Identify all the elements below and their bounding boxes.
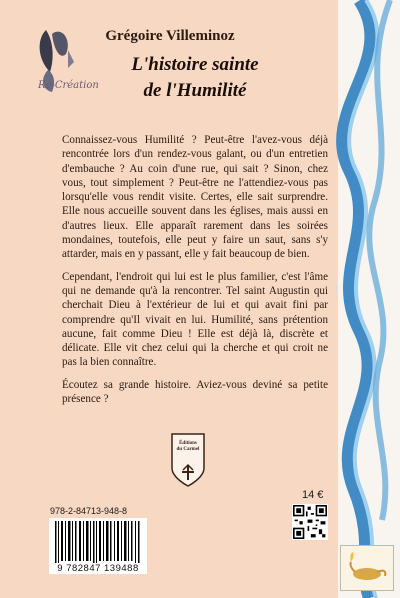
oil-lamp-icon [341,546,393,590]
blurb-paragraph-3: Écoutez sa grande histoire. Aviez-vous deviné sa petite présence ? [62,378,328,406]
qr-code [292,504,328,540]
blurb-paragraph-1: Connaissez-vous Humilité ? Peut-être l'avez-vous déjà rencontrée lors d'un rendez-vous galant, ou d'un entretien d'embauche ? Au coin d'une rue, qui sait ? Sinon, chez vous, tout simplement ? Peut-être ne l'attendiez-vous pas lorsqu'elle vous rendit visite. Certes, elle sait surprendre. Elle nous accueille souvent dans les églises, mais aussi en d'autres lieux. Elle apparaît rarement dans les soirées mondaines, toutefois, elle peut y faire un saut, sans s'y attarder, mais en y passant, elle y fait beaucoup de bien. [62,134,328,261]
barcode-number: 9 782847 139488 [49,563,147,574]
series-logo-text: Ré-Création [38,80,99,91]
publisher-line-2: du Carmel [176,447,200,452]
book-title [70,52,320,104]
oil-lamp-emblem [340,545,394,591]
blurb-text [62,133,328,414]
author-name: Grégoire Villeminoz [105,28,235,44]
publisher-name [170,441,206,453]
blue-ribbon-decoration [320,0,400,598]
isbn-text: 978-2-84713-948-8 [50,506,128,516]
publisher-line-1: Éditions [179,441,197,446]
title-line-2: de l'Humilité [143,80,247,101]
title-line-1: L'histoire sainte [131,54,259,75]
price: 14 € [302,489,324,501]
blurb-paragraph-2: Cependant, l'endroit qui lui est le plus familier, c'est l'âme qui ne demande qu'à la rencontrer. Tel saint Augustin qui cherchait Dieu à l'extérieur de lui et qui avait fini par comprendre qu'Il vivait en lui. Humilité, sans prétention aucune, fait comme Dieu ! Elle est déjà là, discrète et délicate. Elle vit chez celui qui la cherche et qui croit ne pas la bien connaître. [62,270,328,369]
